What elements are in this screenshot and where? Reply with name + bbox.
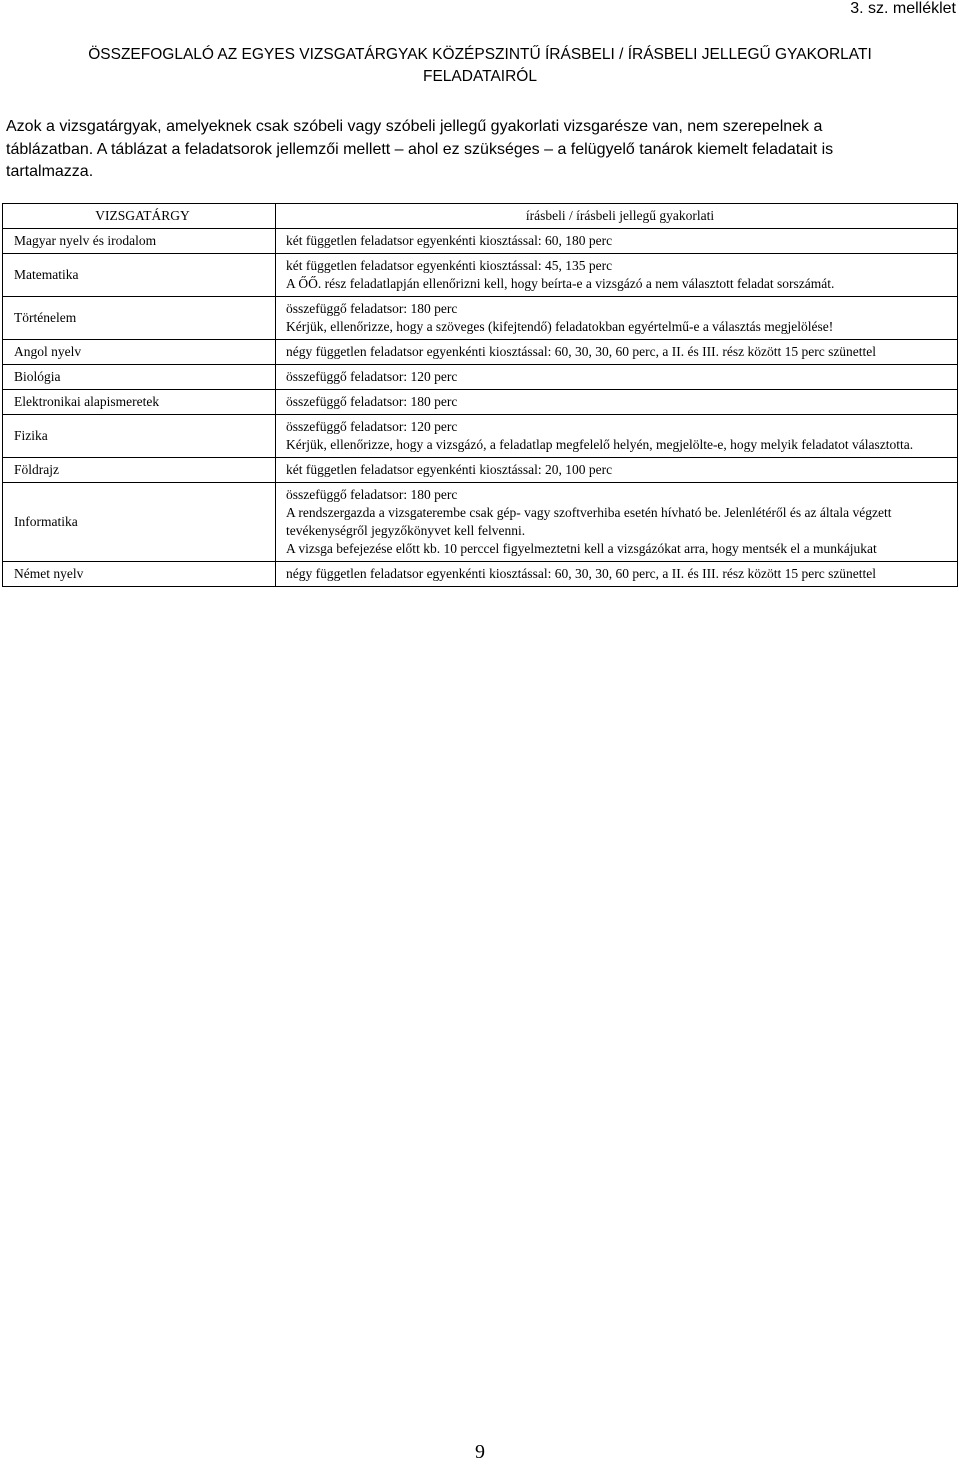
title-line-2: FELADATAIRÓL xyxy=(423,68,537,85)
table-row xyxy=(3,365,958,390)
description-line: két független feladatsor egyenkénti kiosztással: 60, 180 perc xyxy=(286,233,613,248)
description-line: Kérjük, ellenőrizze, hogy a vizsgázó, a feladatlap megfelelő helyén, megjelölte-e, hogy melyik feladatot választotta. xyxy=(286,437,914,452)
description-line: összefüggő feladatsor: 180 perc xyxy=(286,301,458,316)
description-cell xyxy=(276,483,958,562)
subject-cell: Angol nyelv xyxy=(3,340,276,365)
description-cell xyxy=(276,297,958,340)
description-line: két független feladatsor egyenkénti kiosztással: 20, 100 perc xyxy=(286,462,613,477)
subject-cell: Német nyelv xyxy=(3,562,276,587)
intro-paragraph: Azok a vizsgatárgyak, amelyeknek csak szóbeli vagy szóbeli jellegű gyakorlati vizsgarésze van, nem szerepelnek a táblázatban. A táblázat a feladatsorok jellemzői mellett – ahol ez szükséges – a felügyelő tanárok kiemelt feladatait is tartalmazza. xyxy=(6,118,834,180)
description-line: két független feladatsor egyenkénti kiosztással: 45, 135 perc xyxy=(286,258,613,273)
subject-cell: Informatika xyxy=(3,483,276,562)
description-line: négy független feladatsor egyenkénti kiosztással: 60, 30, 30, 60 perc, a II. és III. rész között 15 perc szünettel xyxy=(286,344,877,359)
subject-cell: Fizika xyxy=(3,415,276,458)
title-line-1: ÖSSZEFOGLALÓ AZ EGYES VIZSGATÁRGYAK KÖZÉPSZINTŰ ÍRÁSBELI / ÍRÁSBELI JELLEGŰ GYAKORLATI xyxy=(88,46,872,63)
description-cell xyxy=(276,340,958,365)
description-line: Kérjük, ellenőrizze, hogy a szöveges (kifejtendő) feladatokban egyértelmű-e a választás megjelölése! xyxy=(286,319,834,334)
description-line: A vizsga befejezése előtt kb. 10 perccel figyelmeztetni kell a vizsgázókat arra, hogy mentsék el a munkájukat xyxy=(286,541,877,556)
table-row xyxy=(3,297,958,340)
subject-cell: Matematika xyxy=(3,254,276,297)
document-title xyxy=(0,44,960,88)
description-cell xyxy=(276,254,958,297)
annex-label: 3. sz. melléklet xyxy=(850,0,956,17)
subject-cell: Földrajz xyxy=(3,458,276,483)
description-line: összefüggő feladatsor: 180 perc xyxy=(286,487,458,502)
description-line: összefüggő feladatsor: 120 perc xyxy=(286,369,458,384)
exam-subjects-table xyxy=(2,203,958,587)
subject-cell: Történelem xyxy=(3,297,276,340)
description-line: négy független feladatsor egyenkénti kiosztással: 60, 30, 30, 60 perc, a II. és III. rész között 15 perc szünettel xyxy=(286,566,877,581)
description-cell xyxy=(276,562,958,587)
description-line: összefüggő feladatsor: 180 perc xyxy=(286,394,458,409)
description-cell xyxy=(276,229,958,254)
description-cell xyxy=(276,365,958,390)
page-number: 9 xyxy=(475,1441,485,1463)
table-header-row xyxy=(3,204,958,229)
table-row xyxy=(3,229,958,254)
description-line: A rendszergazda a vizsgaterembe csak gép- vagy szoftverhiba esetén hívható be. Jelenlétéről és az általa végzett tevékenységről jegyzőkönyvet kell felvenni. xyxy=(286,505,892,538)
intro-text xyxy=(6,116,906,184)
description-cell xyxy=(276,390,958,415)
table-body xyxy=(3,229,958,587)
table-row xyxy=(3,483,958,562)
description-line: összefüggő feladatsor: 120 perc xyxy=(286,419,458,434)
description-cell xyxy=(276,458,958,483)
table-row xyxy=(3,415,958,458)
table-row xyxy=(3,254,958,297)
header-subject: VIZSGATÁRGY xyxy=(3,204,276,229)
description-line: A ŐŐ. rész feladatlapján ellenőrizni kell, hogy beírta-e a vizsgázó a nem választott feladat sorszámát. xyxy=(286,276,835,291)
table-row xyxy=(3,340,958,365)
subject-cell: Biológia xyxy=(3,365,276,390)
table-row xyxy=(3,458,958,483)
table-row xyxy=(3,562,958,587)
subject-cell: Magyar nyelv és irodalom xyxy=(3,229,276,254)
header-description: írásbeli / írásbeli jellegű gyakorlati xyxy=(276,204,958,229)
description-cell xyxy=(276,415,958,458)
subject-cell: Elektronikai alapismeretek xyxy=(3,390,276,415)
table-row xyxy=(3,390,958,415)
